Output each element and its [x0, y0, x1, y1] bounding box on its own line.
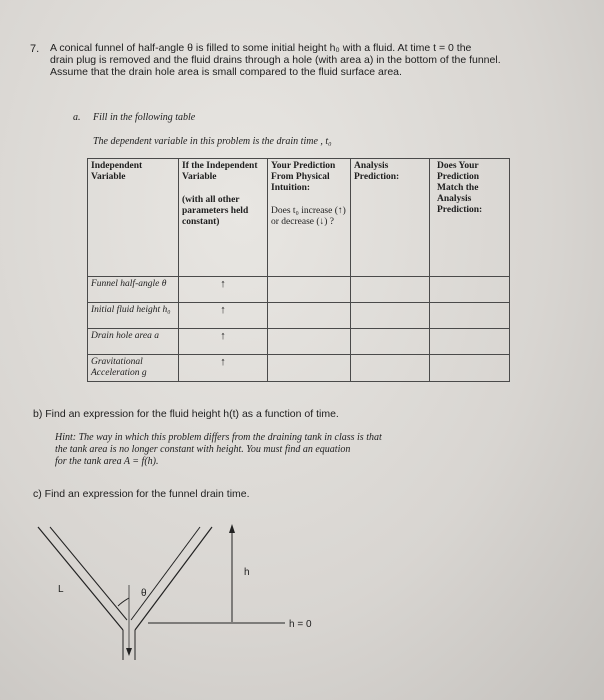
row-variable: Drain hole area a — [88, 329, 179, 355]
header-if-independent-bottom: (with all other parameters held constant) — [182, 195, 249, 227]
funnel-left-wall-inner — [50, 527, 127, 620]
dependent-variable-line: The dependent variable in this problem is the drain time , t₀ — [93, 136, 332, 147]
question-number: 7. — [30, 43, 40, 55]
part-c-text: c) Find an expression for the funnel drain time. — [33, 488, 250, 500]
theta-arc — [118, 598, 129, 606]
header-if-independent-top: If the Independent Variable — [182, 161, 258, 182]
question-line: drain plug is removed and the fluid drains through a hole (with area a) in the bottom of the funnel. — [50, 54, 501, 66]
hint-line: the tank area is no longer constant with height. You must find an equation — [55, 444, 351, 455]
row-change-arrow: ↑ — [179, 303, 268, 329]
question-line: A conical funnel of half-angle θ is filled to some initial height h₀ with a fluid. At time t = 0 the — [50, 42, 472, 54]
funnel-right-wall — [135, 527, 212, 630]
hint-line: Hint: The way in which this problem differs from the draining tank in class is that — [55, 432, 382, 443]
axis-arrowhead — [126, 648, 132, 656]
label-L: L — [58, 584, 64, 595]
label-h-zero: h = 0 — [289, 619, 312, 630]
header-analysis-prediction: Analysis Prediction: — [351, 159, 430, 277]
header-independent-variable: Independent Variable — [88, 159, 179, 277]
funnel-right-wall-inner — [131, 527, 200, 620]
label-h: h — [244, 567, 250, 578]
question-line: Assume that the drain hole area is small compared to the fluid surface area. — [50, 66, 402, 78]
part-b-text: b) Find an expression for the fluid height h(t) as a function of time. — [33, 408, 339, 420]
row-variable: Funnel half-angle θ — [88, 277, 179, 303]
part-a-instruction: Fill in the following table — [93, 112, 196, 123]
header-match: Does Your Prediction Match the Analysis Prediction: — [430, 159, 510, 277]
row-change-arrow: ↑ — [179, 329, 268, 355]
height-arrow-top — [229, 524, 235, 533]
row-variable: Gravitational Acceleration g — [88, 355, 179, 382]
header-your-prediction-bottom: Does t₀ increase (↑) or decrease (↓) ? — [271, 206, 346, 227]
hint-line: for the tank area A = f(h). — [55, 456, 159, 467]
funnel-left-wall-outer — [38, 527, 123, 630]
row-variable: Initial fluid height h₀ — [88, 303, 179, 329]
part-a-label: a. — [73, 112, 81, 123]
label-theta: θ — [141, 588, 147, 599]
row-change-arrow: ↑ — [179, 277, 268, 303]
header-your-prediction-top: Your Prediction From Physical Intuition: — [271, 161, 336, 193]
row-change-arrow: ↑ — [179, 355, 268, 382]
